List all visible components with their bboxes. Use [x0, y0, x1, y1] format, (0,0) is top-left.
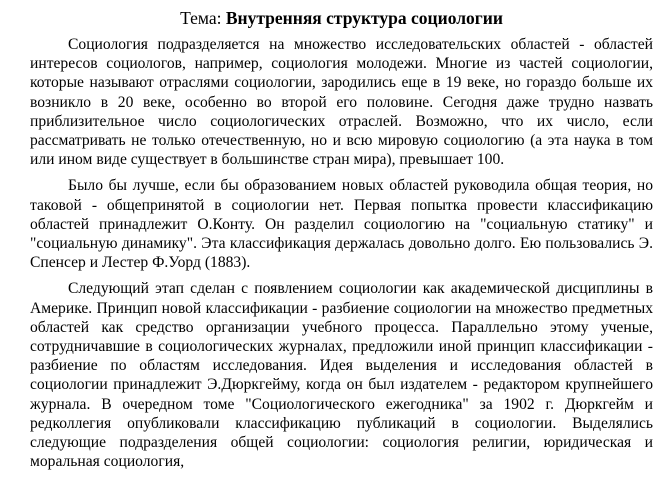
paragraph-1: Социология подразделяется на множество исследовательских областей - областей интересов социологов, например, социология молодежи. Многие из частей социологии, которые называют отраслями социологии, зародились еще в 19 веке, но гораздо больше их возникло в 20 веке, особенно во второй его половине. Сегодня даже трудно назвать приблизительное число социологических отраслей. Возможно, что их число, если рассматривать не только отечественную, но и всю мировую социологию (а эта наука в том или ином виде существует в большинстве стран мира), превышает 100.: [30, 36, 653, 169]
paragraph-2: Было бы лучше, если бы образованием новых областей руководила общая теория, но таковой - общепринятой в социологии нет. Первая попытка провести классификацию областей принадлежит О.Конту. Он разделил социологию на "социальную статику" и "социальную динамику". Эта классификация держалась довольно долго. Ею пользовались Э. Спенсер и Лестер Ф.Уорд (1883).: [30, 177, 653, 272]
document-title: [30, 7, 653, 29]
paragraph-3: Следующий этап сделан с появлением социологии как академической дисциплины в Америке. Принцип новой классификации - разбиение социологии на множество предметных областей как средство организации учебного процесса. Параллельно этому ученые, сотрудничавшие в социологических журналах, предложили иной принцип классификации - разбиение по областям исследования. Идея выделения и исследования областей в социологии принадлежит Э.Дюркгейму, когда он был издателем - редактором крупнейшего журнала. В очередном томе "Социологического ежегодника" за 1902 г. Дюркгейм и редколлегия опубликовали классификацию публикаций в социологии. Выделялись следующие подразделения общей социологии: социология религии, юридическая и моральная социология,: [30, 280, 653, 471]
title-subject: Внутренняя структура социологии: [225, 8, 503, 28]
title-prefix: Тема:: [180, 8, 226, 28]
